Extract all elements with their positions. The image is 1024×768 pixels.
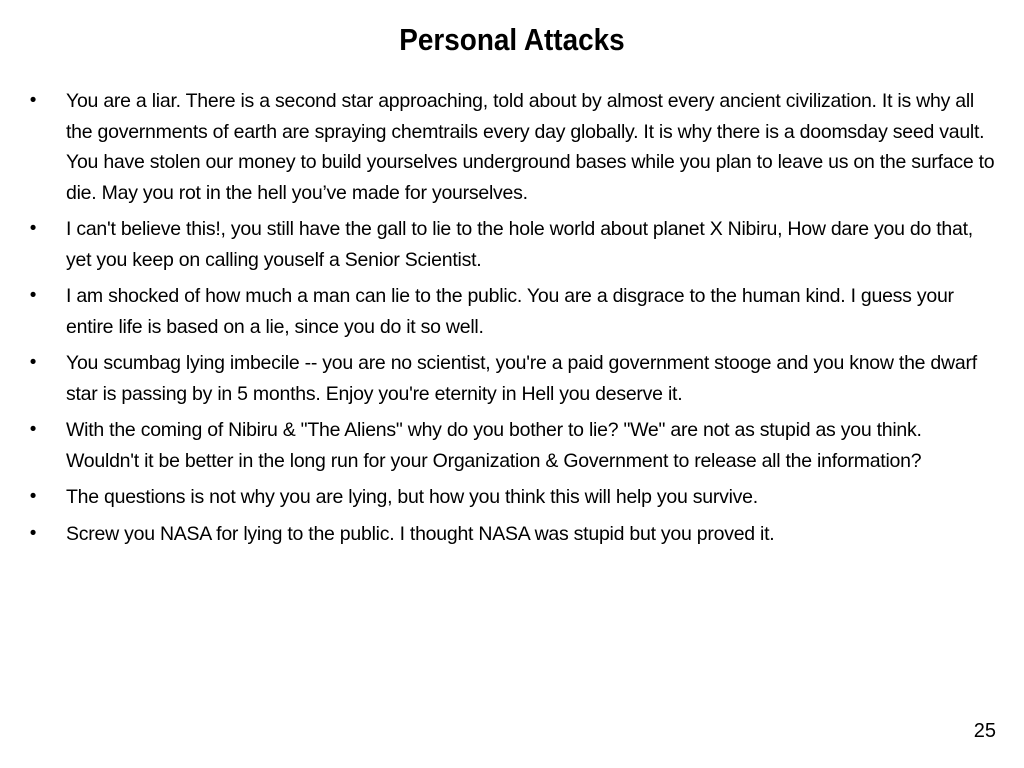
- bullet-item: [26, 86, 996, 208]
- bullet-item: [26, 348, 996, 409]
- slide-number: 25: [973, 720, 996, 742]
- bullet-text: I am shocked of how much a man can lie to the public. You are a disgrace to the human kind. I guess your entire life is based on a lie, since you do it so well.: [66, 285, 954, 338]
- bullet-icon: •: [29, 522, 37, 544]
- bullet-icon: •: [29, 419, 37, 440]
- bullet-item: [26, 482, 996, 513]
- bullet-item: [26, 415, 996, 476]
- bullet-text: Screw you NASA for lying to the public. I thought NASA was stupid but you proved it.: [66, 522, 775, 545]
- bullet-text: You scumbag lying imbecile -- you are no scientist, you're a paid government stooge and you know the dwarf star is passing by in 5 months. Enjoy you're eternity in Hell you deserve it.: [66, 352, 977, 405]
- bullet-list: [26, 86, 996, 555]
- bullet-icon: •: [29, 352, 37, 373]
- bullet-icon: •: [29, 90, 37, 111]
- bullet-text: I can't believe this!, you still have the gall to lie to the hole world about planet X Nibiru, How dare you do that, yet you keep on calling youself a Senior Scientist.: [66, 218, 973, 271]
- bullet-item: [26, 519, 996, 550]
- slide-title: Personal Attacks: [399, 22, 625, 57]
- bullet-text: The questions is not why you are lying, but how you think this will help you survive.: [66, 486, 758, 508]
- bullet-item: [26, 281, 996, 342]
- bullet-item: [26, 214, 996, 275]
- bullet-text: With the coming of Nibiru & "The Aliens" why do you bother to lie? "We" are not as stupid as you think. Wouldn't it be better in the long run for your Organization & Government to release all the information?: [66, 419, 922, 472]
- bullet-icon: •: [29, 218, 37, 239]
- bullet-text: You are a liar. There is a second star approaching, told about by almost every ancient civilization. It is why all the governments of earth are spraying chemtrails every day globally. It is why there is a doomsday seed vault. You have stolen our money to build yourselves underground bases while you plan to leave us on the surface to die. May you rot in the hell you’ve made for yourselves.: [66, 90, 995, 204]
- bullet-icon: •: [29, 285, 37, 306]
- bullet-icon: •: [29, 486, 37, 507]
